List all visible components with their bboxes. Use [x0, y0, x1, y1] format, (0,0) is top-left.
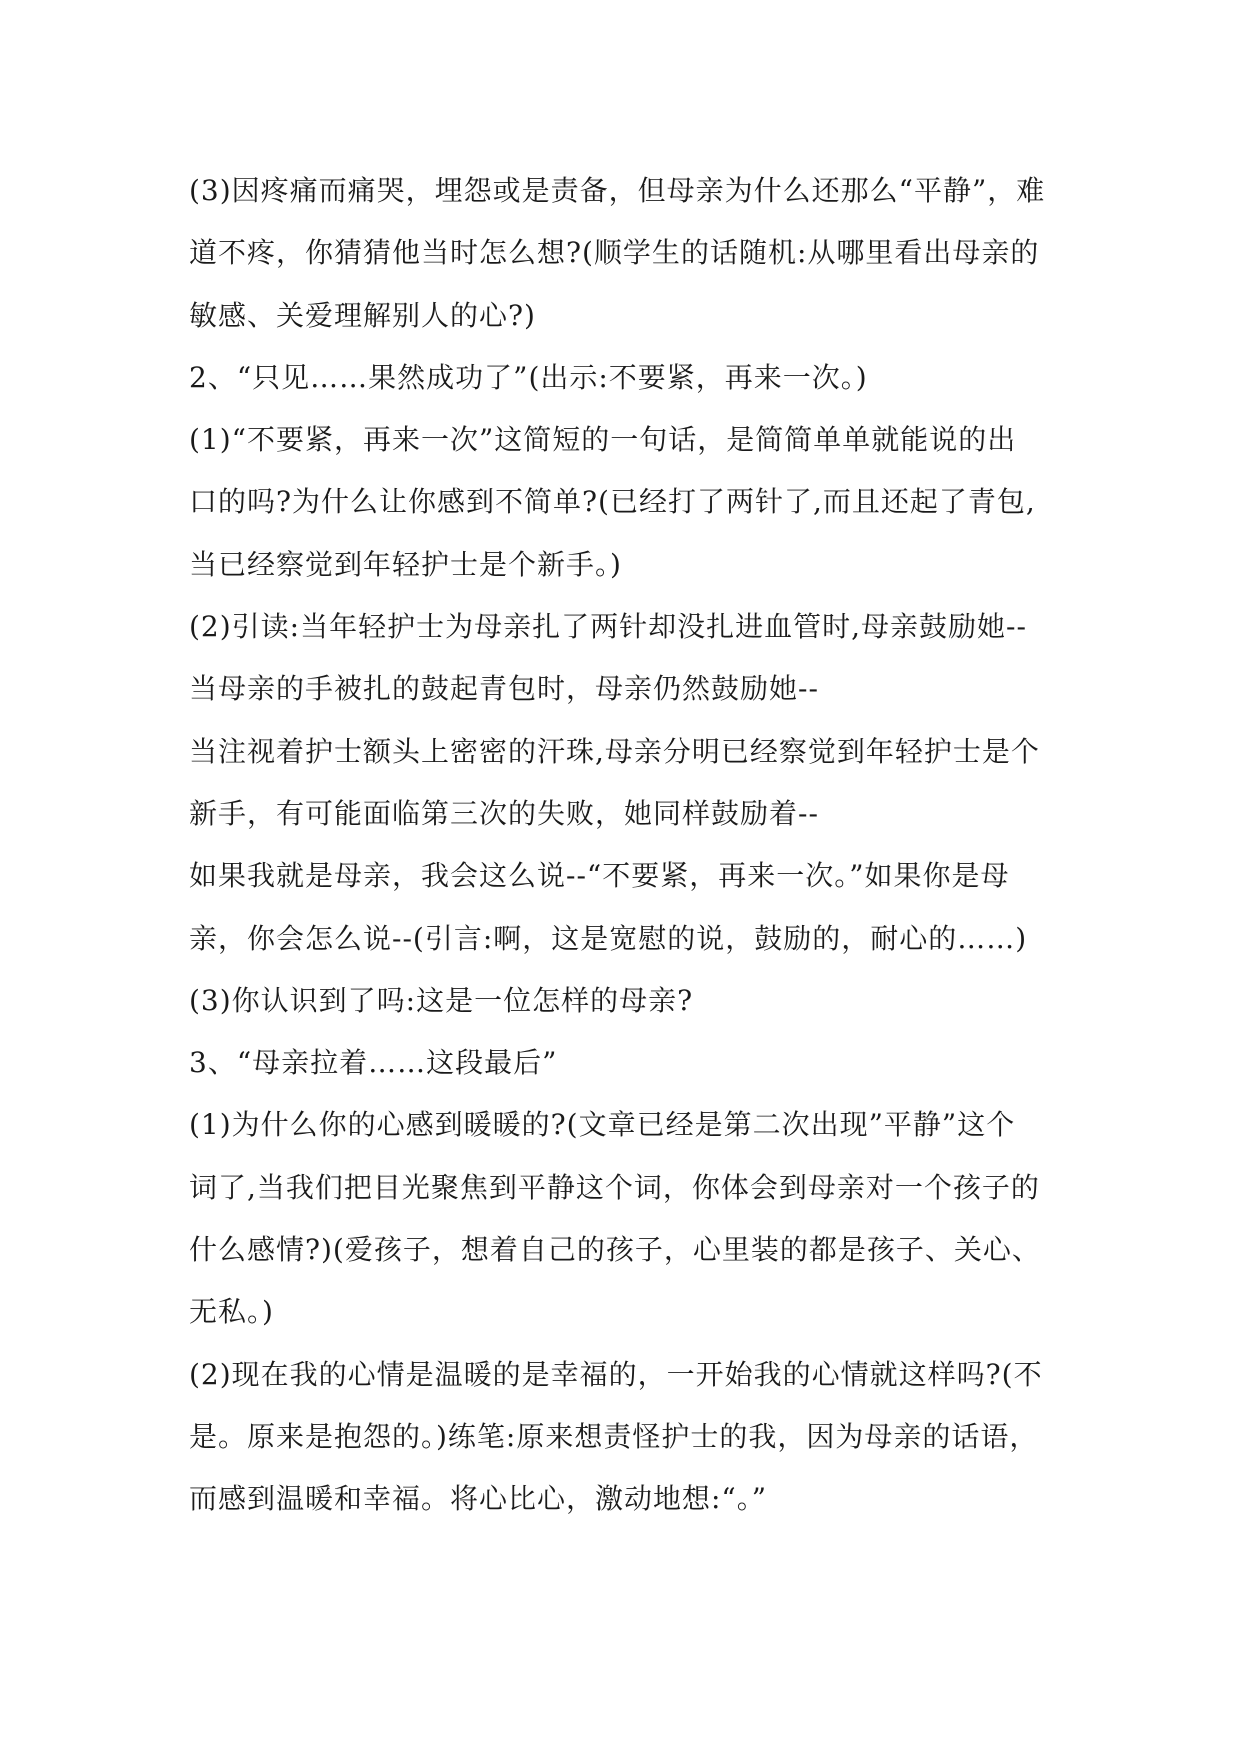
text-line-12: 如果我就是母亲，我会这么说--“不要紧，再来一次。”如果你是母: [189, 859, 1010, 893]
text-line-13: 亲，你会怎么说--(引言:啊，这是宽慰的说，鼓励的，耐心的……): [189, 921, 1028, 955]
text-line-2: 道不疼，你猜猜他当时怎么想?(顺学生的话随机:从哪里看出母亲的: [189, 236, 1040, 270]
text-line-22: 而感到温暖和幸福。将心比心，激动地想:“。”: [189, 1482, 768, 1516]
text-line-1: (3)因疼痛而痛哭，埋怨或是责备，但母亲为什么还那么“平静”，难: [189, 174, 1046, 207]
text-line-10: 当注视着护士额头上密密的汗珠,母亲分明已经察觉到年轻护士是个: [189, 734, 1040, 768]
text-line-19: 无私。): [189, 1295, 274, 1329]
text-line-14: (3)你认识到了吗:这是一位怎样的母亲?: [189, 983, 694, 1017]
text-line-5: (1)“不要紧，再来一次”这简短的一句话，是简简单单就能说的出: [189, 423, 1017, 457]
text-line-8: (2)引读:当年轻护士为母亲扎了两针却没扎进血管时,母亲鼓励她--: [189, 610, 1027, 644]
text-line-4: 2、“只见……果然成功了”(出示:不要紧，再来一次。): [189, 360, 868, 394]
text-line-21: 是。原来是抱怨的。)练笔:原来想责怪护士的我，因为母亲的话语，: [189, 1419, 1039, 1453]
document-body: [189, 160, 1059, 1531]
text-line-18: 什么感情?)(爱孩子，想着自己的孩子，心里装的都是孩子、关心、: [189, 1233, 1041, 1267]
text-line-6: 口的吗?为什么让你感到不简单?(已经打了两针了,而且还起了青包,: [189, 485, 1036, 519]
text-line-15: 3、“母亲拉着……这段最后”: [189, 1046, 558, 1080]
text-line-3: 敏感、关爱理解别人的心?): [189, 298, 536, 332]
text-line-11: 新手，有可能面临第三次的失败，她同样鼓励着--: [189, 796, 819, 830]
text-line-9: 当母亲的手被扎的鼓起青包时，母亲仍然鼓励她--: [189, 672, 819, 706]
text-line-17: 词了,当我们把目光聚焦到平静这个词，你体会到母亲对一个孩子的: [189, 1170, 1040, 1204]
text-line-20: (2)现在我的心情是温暖的是幸福的，一开始我的心情就这样吗?(不: [189, 1357, 1043, 1391]
text-line-7: 当已经察觉到年轻护士是个新手。): [189, 547, 622, 581]
text-line-16: (1)为什么你的心感到暖暖的?(文章已经是第二次出现”平静”这个: [189, 1108, 1016, 1142]
